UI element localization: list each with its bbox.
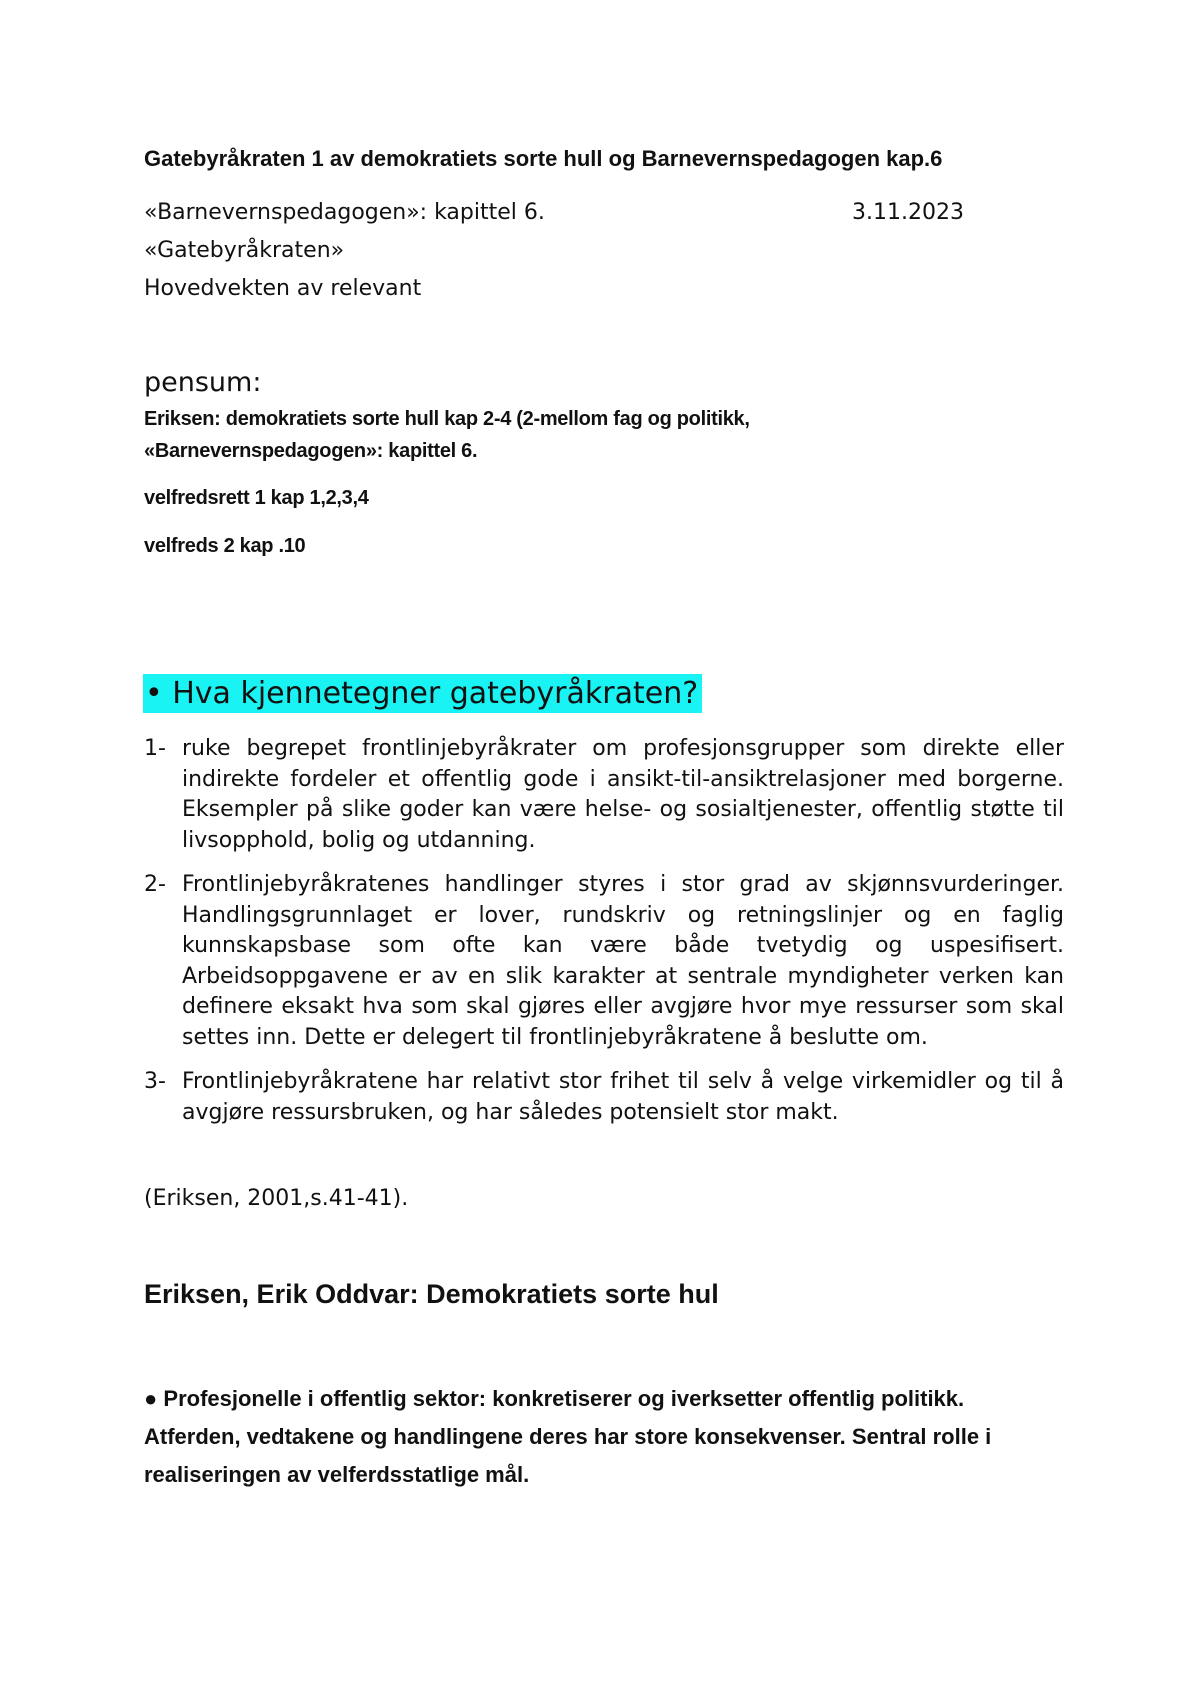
list-item	[144, 734, 1064, 856]
numbered-list	[144, 734, 1064, 1142]
professional-paragraph: ● Profesjonelle i offentlig sektor: konkretiserer og iverksetter offentlig politikk. Atferden, vedtakene og handlingene deres har store konsekvenser. Sentral rolle i realiseringen av velferdsstatlige mål.	[144, 1386, 992, 1487]
citation: (Eriksen, 2001,s.41-41).	[144, 1186, 409, 1211]
author-heading: Eriksen, Erik Oddvar: Demokratiets sorte hul	[144, 1279, 719, 1309]
document-title: Gatebyråkraten 1 av demokratiets sorte hull og Barnevernspedagogen kap.6	[144, 146, 943, 171]
pensum-item: Eriksen: demokratiets sorte hull kap 2-4 (2-mellom fag og politikk,	[144, 408, 750, 430]
list-item-text: ruke begrepet frontlinjebyråkrater om profesjonsgrupper som direkte eller indirekte fordeler et offentlig gode i ansikt-til-ansiktrelasjoner med borgerne. Eksempler på slike goder kan være helse- og sosialtjenester, offentlig støtte til livsopphold, bolig og utdanning.	[182, 736, 1064, 853]
pensum-item: velfredsrett 1 kap 1,2,3,4	[144, 487, 369, 509]
list-item-number: 2-	[144, 872, 166, 897]
list-item-number: 3-	[144, 1069, 166, 1094]
list-item	[144, 870, 1064, 1053]
pensum-item: velfreds 2 kap .10	[144, 535, 306, 557]
intro-line-1: «Barnevernspedagogen»: kapittel 6.	[144, 200, 545, 225]
list-item	[144, 1067, 1064, 1128]
document-date: 3.11.2023	[852, 200, 964, 225]
intro-line-3: Hovedvekten av relevant	[144, 276, 422, 301]
list-item-text: Frontlinjebyråkratene har relativt stor frihet til selv å velge virkemidler og til å avgjøre ressursbruken, og har således potensielt stor makt.	[182, 1069, 1064, 1125]
list-item-text: Frontlinjebyråkratenes handlinger styres i stor grad av skjønnsvurderinger. Handlingsgrunnlaget er lover, rundskriv og retningslinjer og en faglig kunnskapsbase som ofte kan være både tvetydig og uspesifisert. Arbeidsoppgavene er av en slik karakter at sentrale myndigheter verken kan definere eksakt hva som skal gjøres eller avgjøre hvor mye ressurser som skal settes inn. Dette er delegert til frontlinjebyråkratene å beslutte om.	[182, 872, 1064, 1050]
pensum-heading: pensum:	[144, 367, 262, 398]
pensum-item: «Barnevernspedagogen»: kapittel 6.	[144, 440, 478, 462]
intro-line-2: «Gatebyråkraten»	[144, 238, 345, 263]
highlighted-question: • Hva kjennetegner gatebyråkraten?	[143, 674, 702, 713]
list-item-number: 1-	[144, 736, 166, 761]
